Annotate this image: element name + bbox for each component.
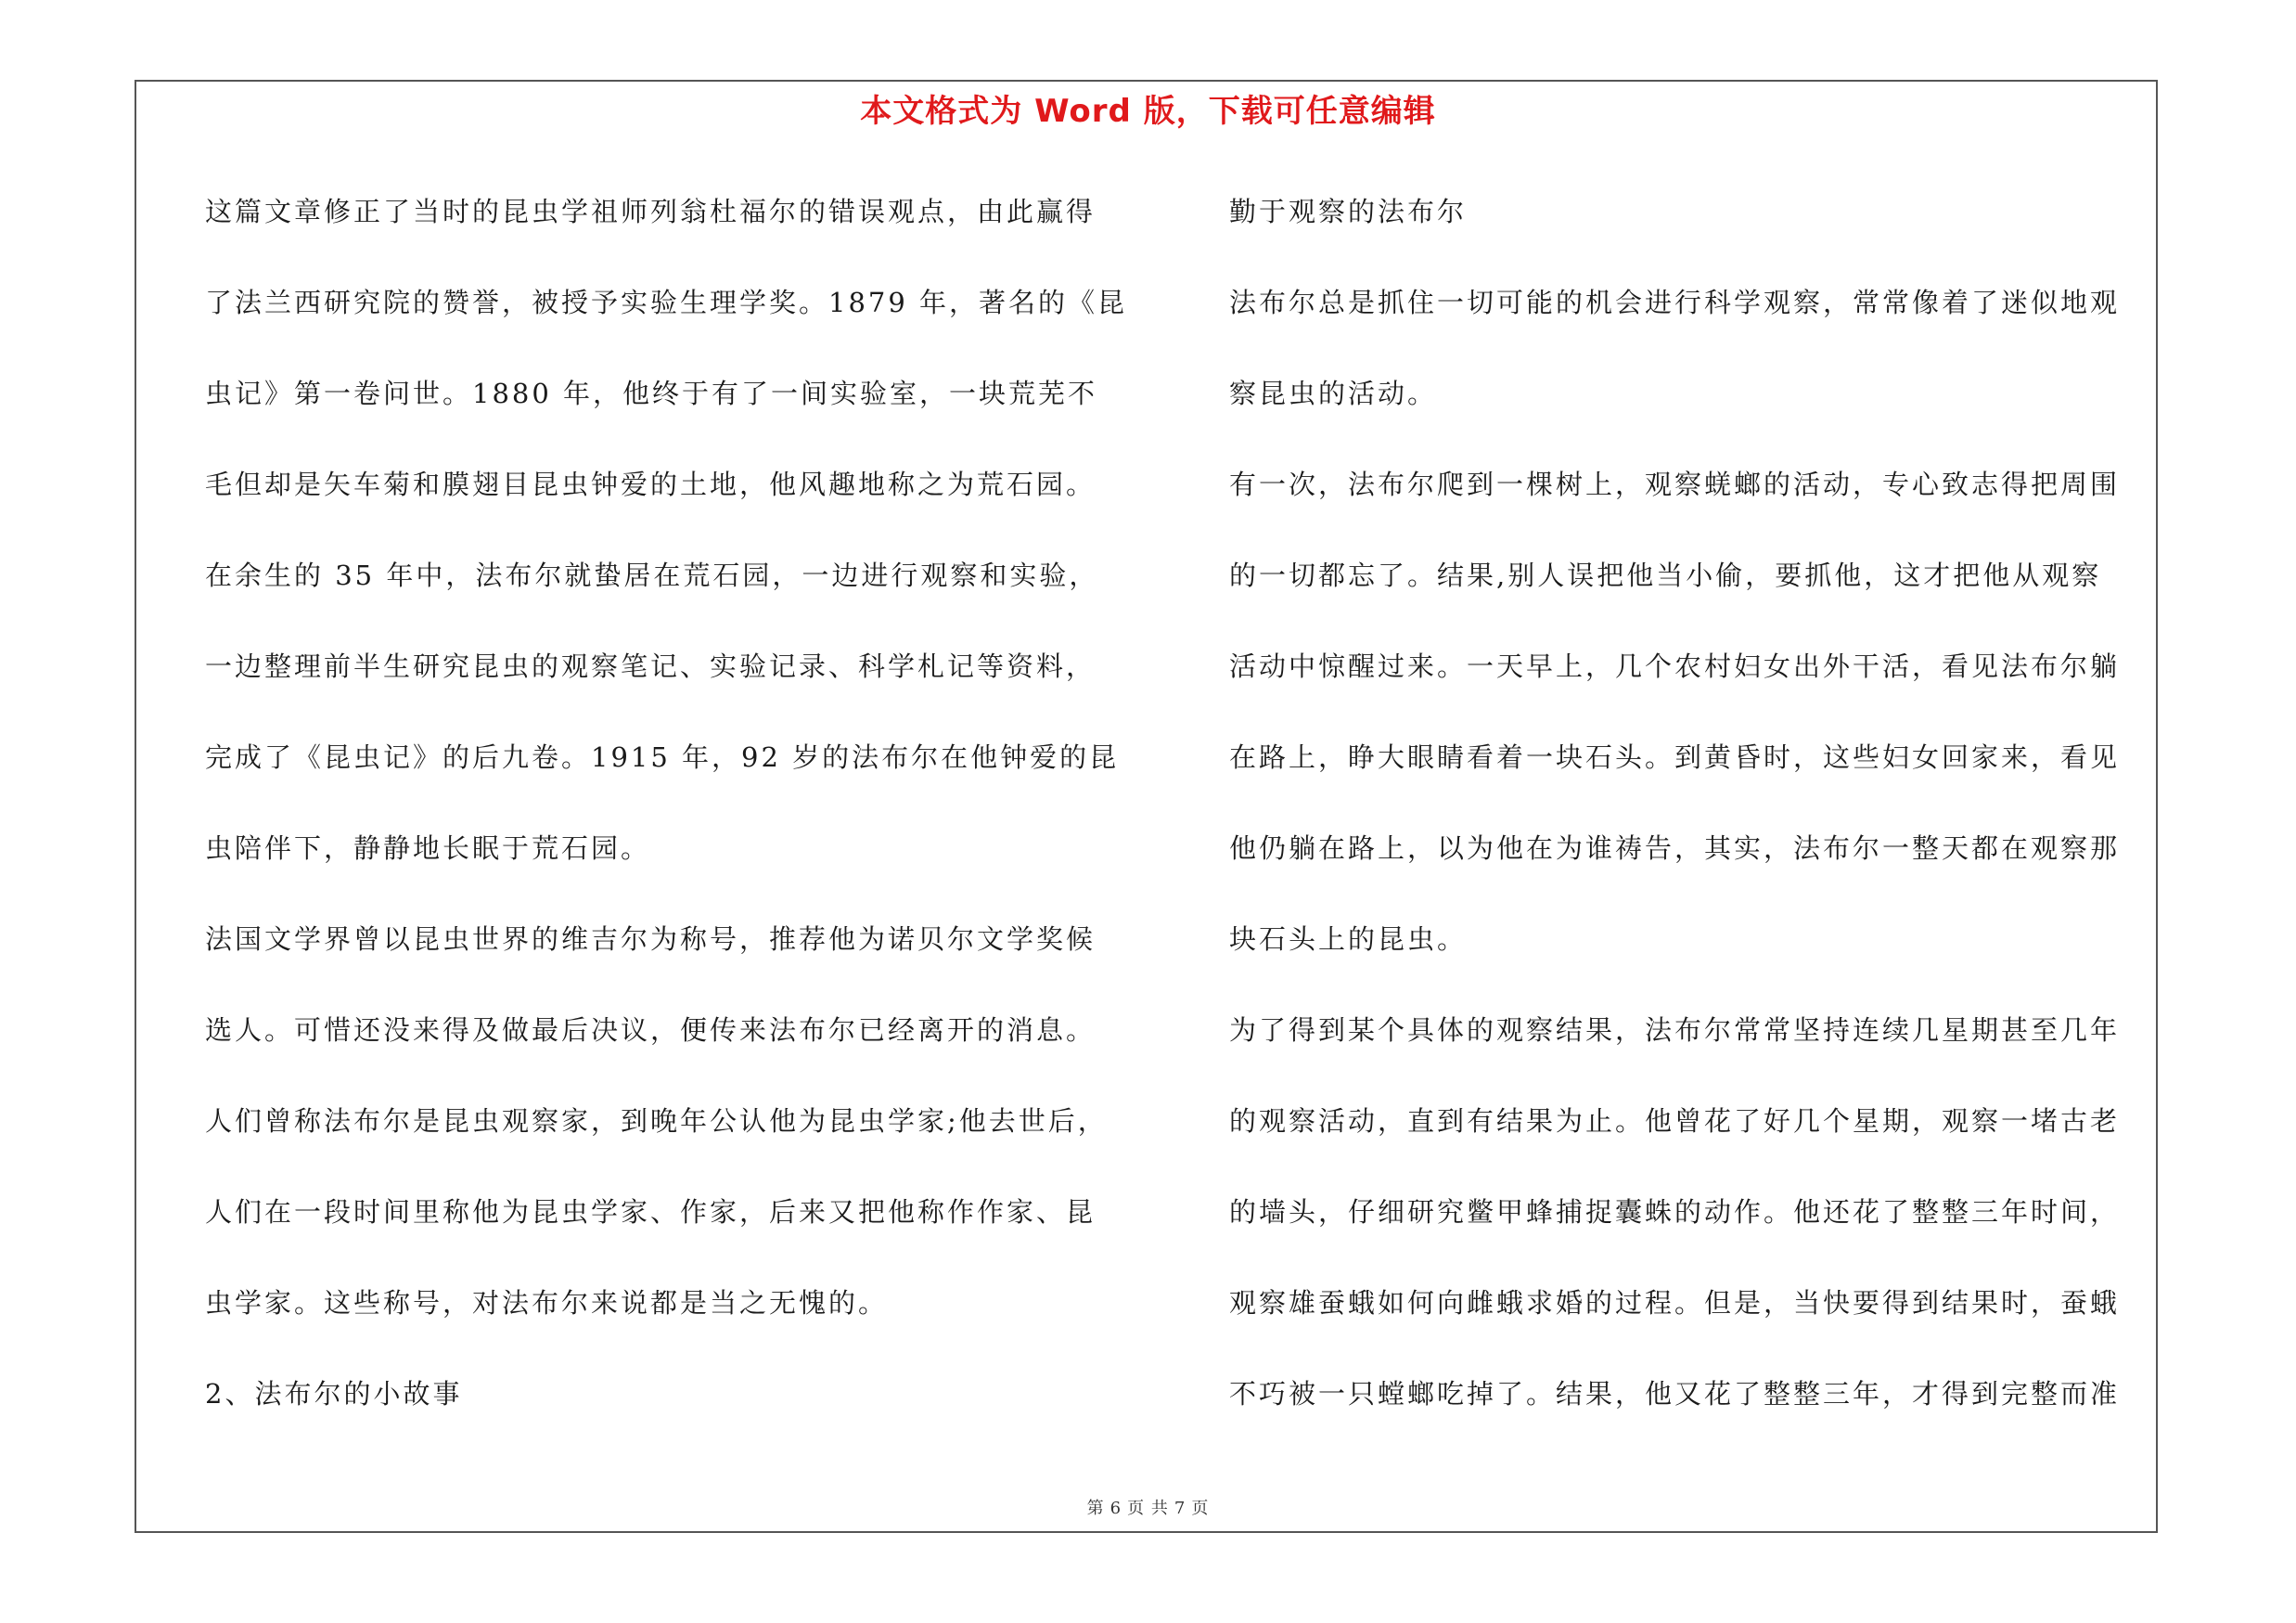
paragraph-line: 活动中惊醒过来。一天早上，几个农村妇女出外干活，看见法布尔躺 [1229, 650, 2121, 682]
paragraph-line: 法国文学界曾以昆虫世界的维吉尔为称号，推荐他为诺贝尔文学奖候 [205, 923, 1097, 955]
footer-prefix: 第 [1086, 1499, 1105, 1518]
paragraph-line: 虫学家。这些称号，对法布尔来说都是当之无愧的。 [205, 1287, 889, 1319]
paragraph-line: 人们曾称法布尔是昆虫观察家，到晚年公认他为昆虫学家;他去世后， [205, 1105, 1108, 1137]
paragraph-line: 法布尔总是抓住一切可能的机会进行科学观察，常常像着了迷似地观 [1229, 287, 2121, 318]
paragraph-line: 他仍躺在路上，以为他在为谁祷告，其实，法布尔一整天都在观察那 [1229, 832, 2121, 864]
paragraph-line: 察昆虫的活动。 [1229, 378, 1438, 409]
paragraph-line: 在路上，睁大眼睛看着一块石头。到黄昏时，这些妇女回家来，看见 [1229, 741, 2121, 773]
word-format-banner: 本文格式为 Word 版，下载可任意编辑 [860, 93, 1436, 130]
paragraph-line: 在余生的 35 年中，法布尔就蛰居在荒石园，一边进行观察和实验， [205, 560, 1099, 591]
page-number-footer [0, 1495, 2296, 1519]
paragraph-line: 选人。可惜还没来得及做最后决议，便传来法布尔已经离开的消息。 [205, 1014, 1097, 1046]
paragraph-line: 一边整理前半生研究昆虫的观察笔记、实验记录、科学札记等资料， [205, 650, 1097, 682]
paragraph-line: 块石头上的昆虫。 [1229, 923, 1468, 955]
footer-suffix: 页 [1191, 1499, 1210, 1518]
right-column [1229, 181, 2157, 1454]
section-heading: 2、法布尔的小故事 [205, 1378, 463, 1410]
section-heading: 勤于观察的法布尔 [1229, 196, 1468, 227]
paragraph-line: 了法兰西研究院的赞誉，被授予实验生理学奖。1879 年，著名的《昆 [205, 287, 1128, 318]
paragraph-line: 有一次，法布尔爬到一棵树上，观察蜣螂的活动，专心致志得把周围 [1229, 469, 2121, 500]
paragraph-line: 不巧被一只螳螂吃掉了。结果，他又花了整整三年，才得到完整而准 [1229, 1378, 2121, 1410]
paragraph-line: 的一切都忘了。结果,别人误把他当小偷，要抓他，这才把他从观察 [1229, 560, 2102, 591]
footer-mid: 页 共 [1127, 1499, 1169, 1518]
paragraph-line: 为了得到某个具体的观察结果，法布尔常常坚持连续几星期甚至几年 [1229, 1014, 2121, 1046]
paragraph-line: 虫记》第一卷问世。1880 年，他终于有了一间实验室，一块荒芜不 [205, 378, 1098, 409]
paragraph-line: 的墙头，仔细研究鳖甲蜂捕捉囊蛛的动作。他还花了整整三年时间， [1229, 1196, 2121, 1228]
paragraph-line: 毛但却是矢车菊和膜翅目昆虫钟爱的土地，他风趣地称之为荒石园。 [205, 469, 1097, 500]
paragraph-line: 观察雄蚕蛾如何向雌蛾求婚的过程。但是，当快要得到结果时，蚕蛾 [1229, 1287, 2121, 1319]
left-column [205, 181, 1151, 1454]
paragraph-line: 虫陪伴下，静静地长眠于荒石园。 [205, 832, 651, 864]
current-page-number: 6 [1110, 1499, 1122, 1518]
paragraph-line: 的观察活动，直到有结果为止。他曾花了好几个星期，观察一堵古老 [1229, 1105, 2121, 1137]
paragraph-line: 这篇文章修正了当时的昆虫学祖师列翁杜福尔的错误观点，由此赢得 [205, 196, 1097, 227]
paragraph-line: 人们在一段时间里称他为昆虫学家、作家，后来又把他称作作家、昆 [205, 1196, 1097, 1228]
total-page-count: 7 [1174, 1499, 1186, 1518]
paragraph-line: 完成了《昆虫记》的后九卷。1915 年，92 岁的法布尔在他钟爱的昆 [205, 741, 1120, 773]
